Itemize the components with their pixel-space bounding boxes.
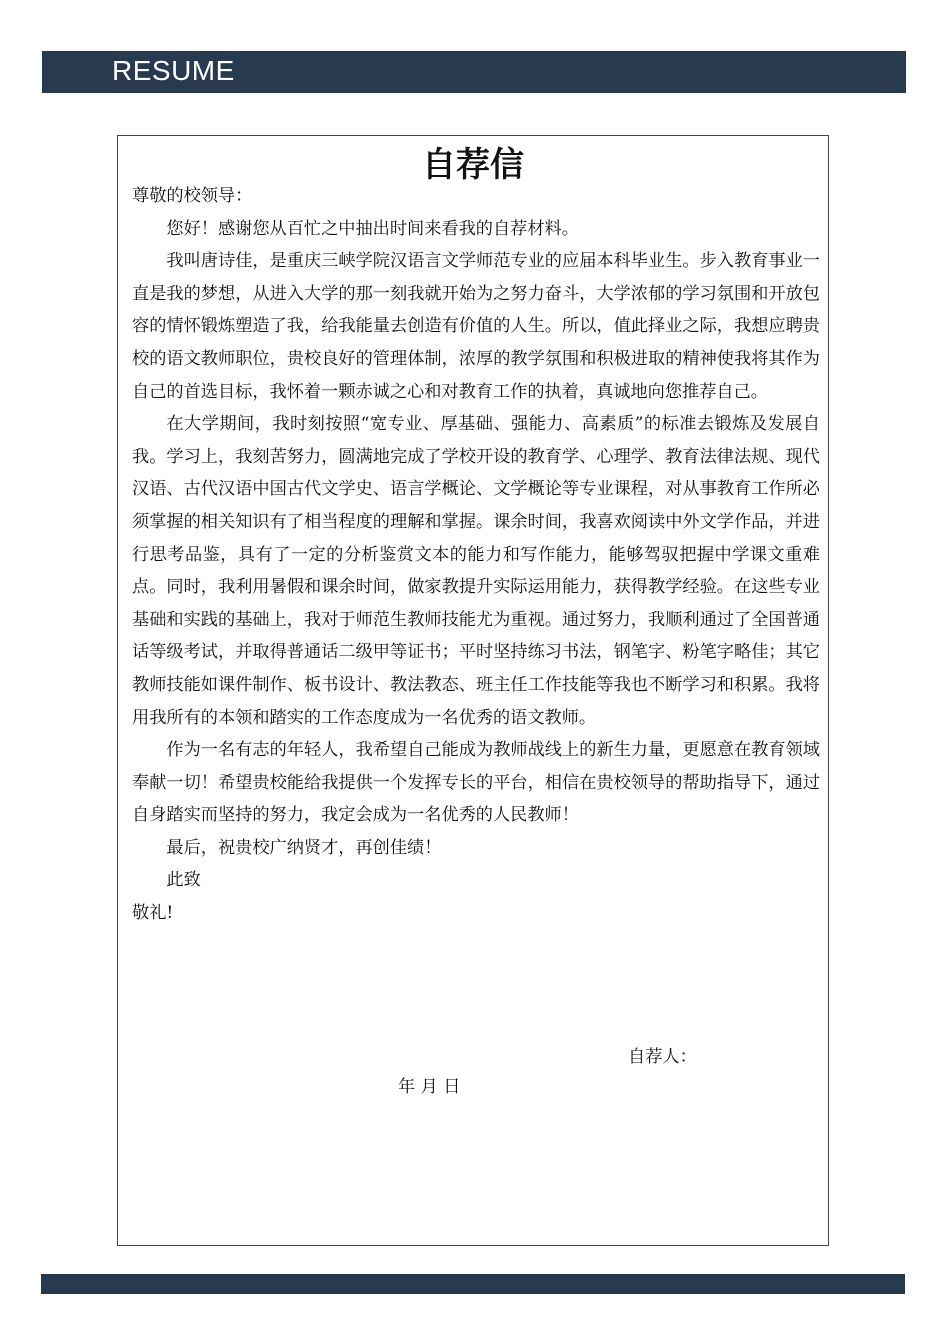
letter-paragraph-regards: 此致 [166, 870, 201, 891]
letter-title: 自荐信 [422, 145, 524, 185]
letter-closing: 敬礼! [132, 903, 174, 924]
resume-footer-bar [41, 1274, 905, 1294]
letter-date-label: 年 月 日 [398, 1077, 461, 1097]
letter-paragraph-aspiration: 作为一名有志的年轻人，我希望自己能成为教师战线上的新生力量，更愿意在教育领域奉献一切！希望贵校能给我提供一个发挥专长的平台，相信在贵校领导的帮助指导下，通过自身踏实而坚持的努力，我定会成为一名优秀的人民教师！ [132, 740, 820, 826]
letter-paragraph-wishes: 最后，祝贵校广纳贤才，再创佳绩！ [166, 837, 442, 858]
resume-header-title: RESUME [112, 55, 235, 86]
letter-signer-label: 自荐人： [628, 1047, 697, 1067]
letter-paragraph-introduction: 我叫唐诗佳，是重庆三峡学院汉语言文学师范专业的应届本科毕业生。步入教育事业一直是我的梦想，从进入大学的那一刻我就开始为之努力奋斗，大学浓郁的学习氛围和开放包容的情怀锻炼塑造了我，给我能量去创造有价值的人生。所以，值此择业之际，我想应聘贵校的语文教师职位，贵校良好的管理体制，浓厚的教学氛围和积极进取的精神使我将其作为自己的首选目标，我怀着一颗赤诚之心和对教育工作的执着，真诚地向您推荐自己。 [132, 251, 820, 402]
resume-header-bar [42, 51, 906, 93]
letter-body [132, 180, 820, 930]
letter-paragraph-university: 在大学期间，我时刻按照“宽专业、厚基础、强能力、高素质”的标准去锻炼及发展自我。学习上，我刻苦努力，圆满地完成了学校开设的教育学、心理学、教育法律法规、现代汉语、古代汉语中国古代文学史、语言学概论、文学概论等专业课程，对从事教育工作所必须掌握的相关知识有了相当程度的理解和掌握。课余时间，我喜欢阅读中外文学作品，并进行思考品鉴，具有了一定的分析鉴赏文本的能力和写作能力，能够驾驭把握中学课文重难点。同时，我利用暑假和课余时间，做家教提升实际运用能力，获得教学经验。在这些专业基础和实践的基础上，我对于师范生教师技能尤为重视。通过努力，我顺利通过了全国普通话等级考试，并取得普通话二级甲等证书；平时坚持练习书法，钢笔字、粉笔字略佳；其它教师技能如课件制作、板书设计、教法教态、班主任工作技能等我也不断学习和积累。我将用我所有的本领和踏实的工作态度成为一名优秀的语文教师。 [132, 414, 820, 728]
letter-salutation: 尊敬的校领导： [132, 186, 253, 206]
letter-paragraph-greeting: 您好！感谢您从百忙之中抽出时间来看我的自荐材料。 [166, 218, 579, 239]
cover-letter-frame [117, 135, 829, 1246]
